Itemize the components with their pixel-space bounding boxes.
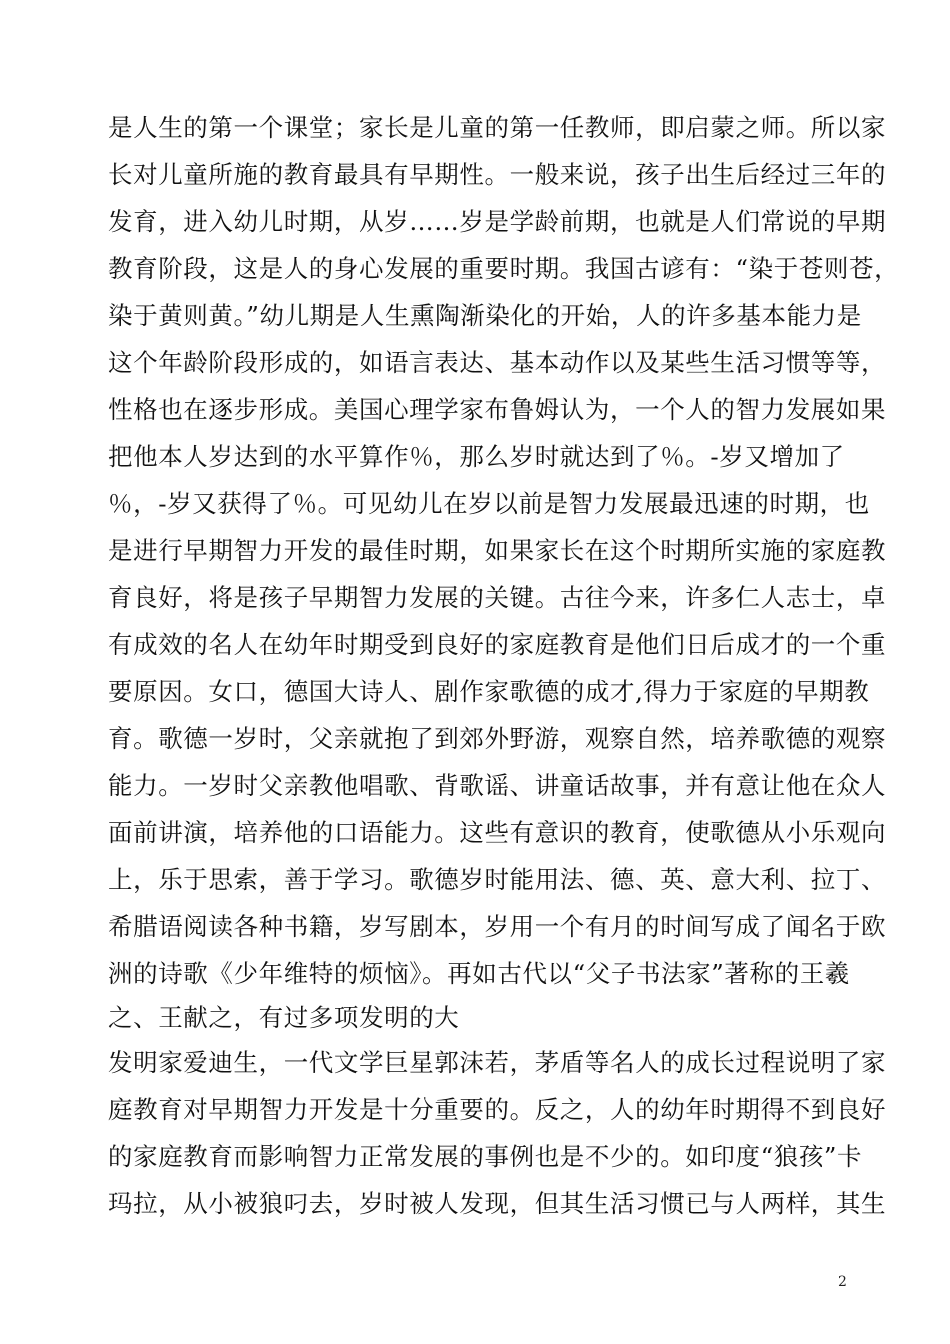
text-line: 庭教育对早期智力开发是十分重要的。反之，人的幼年时期得不到良好 xyxy=(108,1095,887,1124)
text-line: 要原因。女口，德国大诗人、剧作家歌德的成才,得力于家庭的早期教 xyxy=(108,677,870,706)
text-line: 育。歌德一岁时，父亲就抱了到郊外野游，观察自然，培养歌德的观察 xyxy=(108,724,887,753)
text-line: 育良好，将是孩子早期智力发展的关键。古往今来，许多仁人志士，卓 xyxy=(108,583,887,612)
text-line: 洲的诗歌《少年维特的烦恼》。再如古代以“父子书法家”著称的王羲 xyxy=(108,959,850,988)
text-line: 之、王献之，有过多项发明的大 xyxy=(108,1003,460,1032)
text-line: 染于黄则黄。”幼儿期是人生熏陶渐染化的开始，人的许多基本能力是 xyxy=(108,301,862,330)
text-line: 是进行早期智力开发的最佳时期，如果家长在这个时期所实施的家庭教 xyxy=(108,536,887,565)
text-line: 长对儿童所施的教育最具有早期性。一般来说，孩子出生后经过三年的 xyxy=(108,160,887,189)
text-line: 是人生的第一个课堂；家长是儿童的第一任教师，即启蒙之师。所以家 xyxy=(108,113,887,142)
page-number: 2 xyxy=(838,1274,847,1290)
text-line: 的家庭教育而影响智力正常发展的事例也是不少的。如印度“狼孩”卡 xyxy=(108,1142,863,1171)
text-line: 教育阶段，这是人的身心发展的重要时期。我国古谚有：“染于苍则苍， xyxy=(108,254,900,283)
text-line: 发育，进入幼儿时期，从岁……岁是学龄前期，也就是人们常说的早期 xyxy=(108,207,887,236)
text-line: 上，乐于思索，善于学习。歌德岁时能用法、德、英、意大利、拉丁、 xyxy=(108,865,887,894)
text-line: 面前讲演，培养他的口语能力。这些有意识的教育，使歌德从小乐观向 xyxy=(108,818,887,847)
text-line: 发明家爱迪生，一代文学巨星郭沫若，茅盾等名人的成长过程说明了家 xyxy=(108,1048,887,1077)
text-line: 玛拉，从小被狼叼去，岁时被人发现，但其生活习惯已与人两样，其生 xyxy=(108,1189,887,1218)
body-text xyxy=(108,104,900,1227)
text-line: ％，-岁又获得了％。可见幼儿在岁以前是智力发展最迅速的时期，也 xyxy=(108,489,870,518)
text-line: 能力。一岁时父亲教他唱歌、背歌谣、讲童话故事，并有意让他在众人 xyxy=(108,771,887,800)
text-line: 希腊语阅读各种书籍，岁写剧本，岁用一个有月的时间写成了闻名于欧 xyxy=(108,912,887,941)
text-line: 有成效的名人在幼年时期受到良好的家庭教育是他们日后成才的一个重 xyxy=(108,630,887,659)
text-line: 性格也在逐步形成。美国心理学家布鲁姆认为，一个人的智力发展如果 xyxy=(108,395,887,424)
text-line: 这个年龄阶段形成的，如语言表达、基本动作以及某些生活习惯等等， xyxy=(108,348,887,377)
text-line: 把他本人岁达到的水平算作％，那么岁时就达到了％。-岁又增加了 xyxy=(108,442,845,471)
